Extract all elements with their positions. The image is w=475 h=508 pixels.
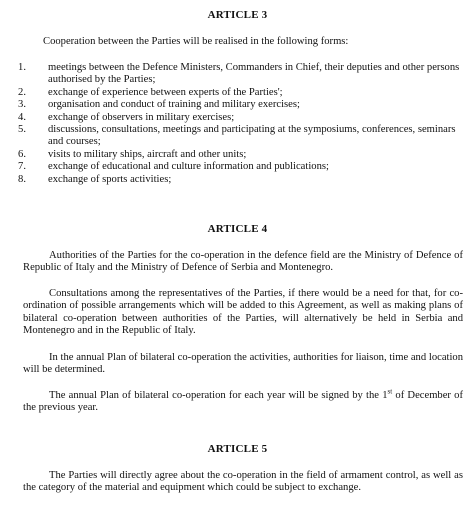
article-4-heading: ARTICLE 4 bbox=[207, 223, 268, 235]
article-5-heading: ARTICLE 5 bbox=[207, 443, 268, 455]
list-item: 8. exchange of sports activities; bbox=[18, 173, 172, 185]
article-4-paragraph-1: Authorities of the Parties for the co-operation in the defence field are the Ministry of Defence of Republic of Italy and the Ministry of Defence of Serbia and Montenegro. bbox=[23, 250, 463, 274]
article-3-heading: ARTICLE 3 bbox=[207, 9, 268, 21]
article-5-paragraph-1: The Parties will directly agree about the co-operation in the field of armament control, as well as the category of the material and equipment which could be subject to exchange. bbox=[23, 470, 463, 494]
list-item: 7. exchange of educational and culture information and publications; bbox=[18, 161, 329, 173]
list-item: 4. exchange of observers in military exercises; bbox=[18, 111, 235, 123]
list-item: 6. visits to military ships, aircraft and other units; bbox=[18, 148, 247, 160]
list-item: 1. meetings between the Defence Ministers, Commanders in Chief, their deputies and other persons authorised by the Parties; bbox=[18, 62, 460, 86]
article-3-intro: Cooperation between the Parties will be realised in the following forms: bbox=[43, 36, 349, 47]
list-item: 3. organisation and conduct of training and military exercises; bbox=[18, 99, 300, 111]
article-4-paragraph-2: Consultations among the representatives of the Parties, if there would be a need for that, for co-ordination of possible arrangements which will be added to this Agreement, as well as making plans of bilateral co-operation between authorities of the Parties, will alternatively be held in Serbia and Montenegro and in the Republic of Italy. bbox=[23, 288, 463, 337]
article-4-paragraph-4: The annual Plan of bilateral co-operation for each year will be signed by the 1st of December of the previous year. bbox=[23, 387, 463, 414]
superscript-st: st bbox=[387, 387, 393, 396]
list-item: 5. discussions, consultations, meetings and participating at the symposiums, conferences, seminars and courses; bbox=[18, 124, 456, 148]
article-4-paragraph-3: In the annual Plan of bilateral co-operation the activities, authorities for liaison, time and location will be determined. bbox=[23, 352, 463, 376]
list-item: 2. exchange of experience between experts of the Parties'; bbox=[18, 86, 283, 98]
cooperation-forms-list bbox=[12, 62, 464, 186]
